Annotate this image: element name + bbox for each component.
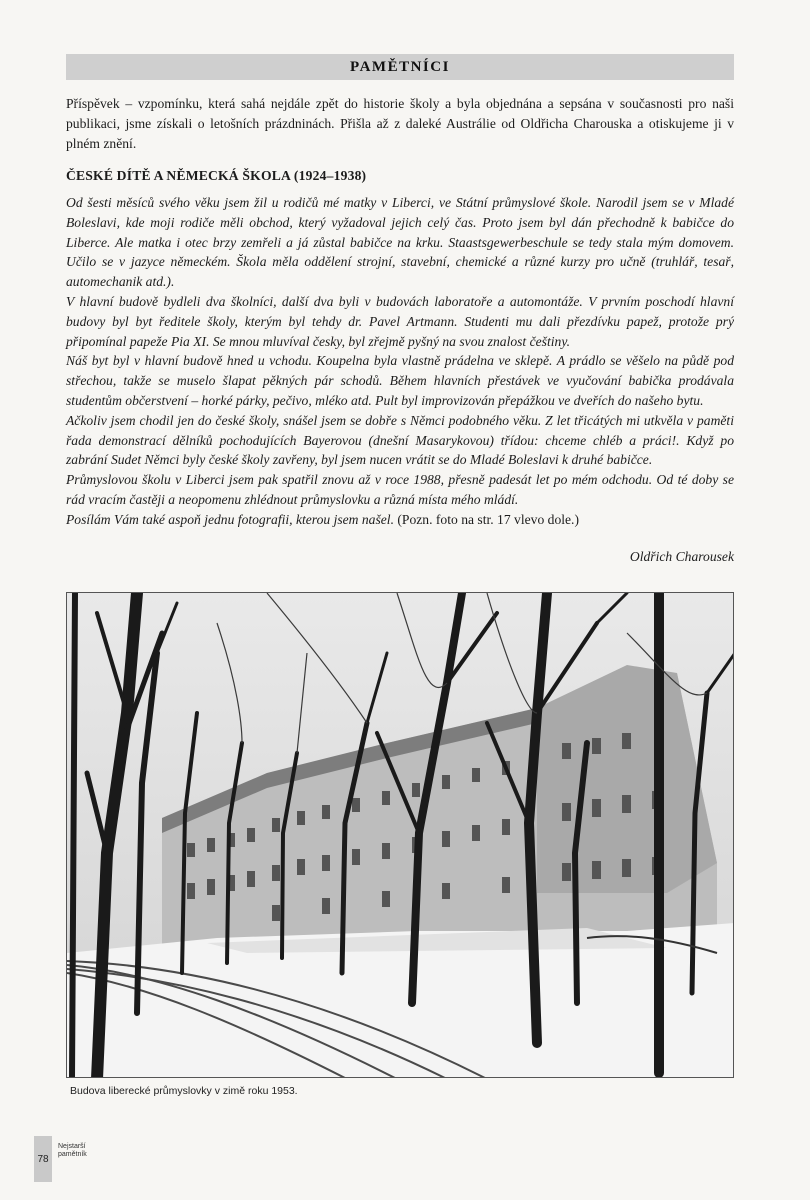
section-header-title: PAMĚTNÍCI: [350, 58, 450, 75]
page-number-tab: [34, 1136, 52, 1182]
winter-scene-illustration: [67, 593, 734, 1078]
article-title: ČESKÉ DÍTĚ A NĚMECKÁ ŠKOLA (1924–1938): [66, 168, 367, 183]
footer-label-line: Nejstarší: [58, 1143, 86, 1150]
footer-label-line: pamětník: [58, 1151, 87, 1158]
body-paragraph: Ačkoliv jsem chodil jen do české školy, snášel jsem se dobře s Němci podobného věku. Z let třicátých mi utkvěla v paměti řada demonstrací dělníků pochodujících Bayerovou (dnešní Masarykovou) třídou: chceme chléb a práci!. Když po zabrání Sudet Němci byly české školy zavřeny, byl jsem nucen vrátit se do Mladé Boleslavi k druhé babičce.: [66, 412, 734, 468]
article-body: [66, 193, 734, 530]
school-building-photo: [66, 592, 734, 1078]
editor-note: (Pozn. foto na str. 17 vlevo dole.): [393, 511, 579, 527]
body-paragraph: Od šesti měsíců svého věku jsem žil u rodičů mé matky v Liberci, ve Státní průmyslové škole. Narodil jsem se v Mladé Boleslavi, kde moji rodiče měli obchod, který vyžadoval jejich celý čas. Proto jsem byl dán přechodně k babičce do Liberce. Ale matka i otec brzy zemřeli a já zůstal babičce na krku. Staastsgewerbeschule se tedy stala mým domovem. Učilo se v jazyce německém. Škola měla oddělení strojní, stavební, chemické a různé kurzy pro učně (truhlář, tesař, automechanik atd.).: [66, 195, 734, 290]
body-paragraph: V hlavní budově bydleli dva školníci, další dva byli v budovách laboratoře a automontáže. V prvním poschodí hlavní budovy byl byt ředitele školy, kterým byl tehdy dr. Pavel Artmann. Studenti mu dali přezdívku papež, protože prý připomínal papeže Pia XI. Se mnou mluvíval česky, byl zřejmě pyšný na svou znalost češtiny.: [66, 293, 734, 349]
author-signature: Oldřich Charousek: [629, 549, 734, 564]
intro-paragraph: Příspěvek – vzpomínku, která sahá nejdále zpět do historie školy a byla objednána a sepsána v současnosti pro naši publikaci, jsme získali o letošních prázdninách. Přišla až z daleké Austrálie od Oldřicha Charouska a otiskujeme ji v plném znění.: [66, 96, 734, 151]
body-last-line: [66, 510, 734, 530]
photo-caption: Budova liberecké průmyslovky v zimě roku 1953.: [70, 1085, 298, 1097]
body-paragraph: Náš byt byl v hlavní budově hned u vchodu. Koupelna byla vlastně prádelna ve sklepě. A prádlo se věšelo na půdě pod střechou, takže se muselo šlapat pěkných pár schodů. Během hlavních přestávek ve vyučování babička prodávala studentům občerstvení – horké párky, pečivo, mléko atd. Pult byl improvizován přepážkou ve dveřích do našeho bytu.: [66, 353, 734, 408]
last-line-text: Posílám Vám také aspoň jednu fotografii, kterou jsem našel.: [66, 511, 394, 527]
page-number: 78: [37, 1153, 49, 1165]
body-paragraph: Průmyslovou školu v Liberci jsem pak spatřil znovu až v roce 1988, přesně padesát let po mém odchodu. Od té doby se rád vracím častěji a neopomenu zhlédnout průmyslovku a různá místa mého mládí.: [66, 472, 734, 507]
footer-section-label: [58, 1143, 87, 1159]
section-header-bar: [66, 54, 734, 80]
